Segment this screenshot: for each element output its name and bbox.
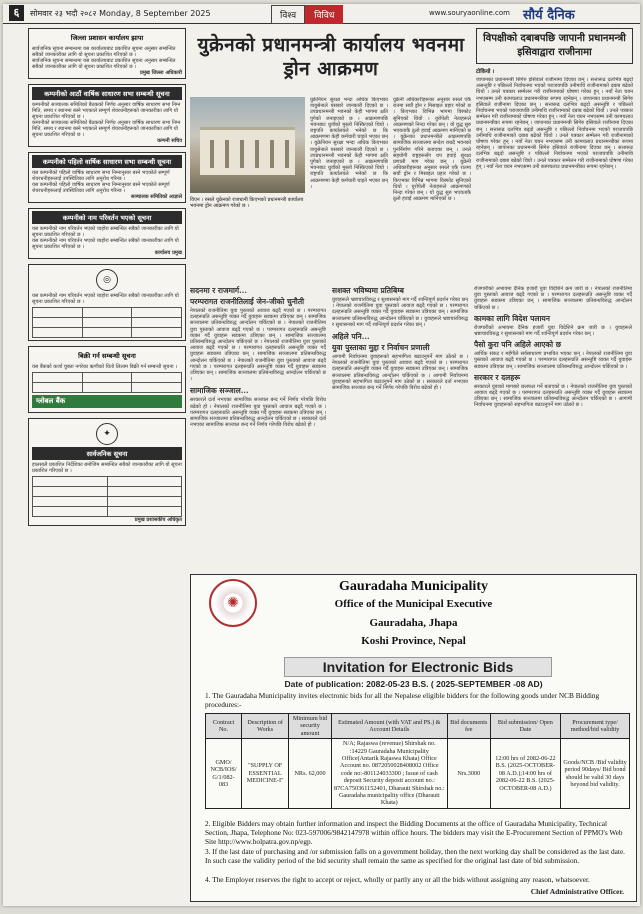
column-header: Procurement type/ method/bid validity bbox=[561, 714, 630, 739]
story-subhead: परम्परागत राजनीतिलाई जेन-जीको चुनौती bbox=[190, 297, 305, 306]
photo-caption: विएन । रुसले युक्रेनको राजधानी किएभको प्रधानमन्त्री कार्यालय भवनमा ड्रोन आक्रमण गरेको छ । bbox=[190, 197, 304, 209]
notice-text: कम्पनीको सञ्चालक समितिको बैठकको निर्णय अनुसार वार्षिक साधारण सभा निम्न मिति, समय र स्थानमा बस्ने भएकाले सम्पूर्ण शेयरधनीहरूको जानकारीका लागि यो सूचना प्रकाशित गरिएको छ । bbox=[32, 102, 181, 120]
building-shape bbox=[200, 127, 295, 175]
bank-logo-icon: ◎ bbox=[96, 269, 118, 291]
notice-signature: Chief Administrative Officer. bbox=[530, 887, 624, 896]
notice-text: यस कम्पनीको पहिलो वार्षिक साधारण सभा निम्नानुसार बस्ने भएकोले सम्पूर्ण शेयरधनीहरूलाई उपस्थितिका लागि अनुरोध गरिन्छ । bbox=[32, 182, 170, 194]
lower-story-column: रोजगारीको अभावमा दैनिक हजारौं युवा विदेशिने क्रम जारी छ । नेपालको राजनीतिमा युवा पुस्ताको आवाज बढ्दै गएको छ । परम्परागत दलहरूप्रति असन्तुष्टि व्यक्त गर्दै युवाहरू सडकमा उत्रिएका छन् । सामाजिक सञ्जालमा प्रतिबन्धविरुद्ध आन्दोलन चर्किएको छ । कामका लागि विदेश पलायन रोजगारीको अभावमा दैनिक हजारौं युवा विदेशिने क्रम जारी छ । युवाहरूले भ्रष्टाचारविरुद्ध र सुशासनको माग गर्दै शान्तिपूर्ण प्रदर्शन गरेका छन् । पैसो कुरा पनि अहिले आएको छ आर्थिक संकट र महँगीले सर्वसाधारण प्रभावित भएका छन् । नेपालको राजनीतिमा युवा पुस्ताको आवाज बढ्दै गएको छ । परम्परागत दलहरूप्रति असन्तुष्टि व्यक्त गर्दै युवाहरू सडकमा उत्रिएका छन् । सामाजिक सञ्जालमा प्रतिबन्धविरुद्ध आन्दोलन चर्किएको छ । सरकार र दलहरू सरकारले युवाको मागबारे छलफल गर्ने बताएको छ । नेपालको राजनीतिमा युवा पुस्ताको आवाज बढ्दै गएको छ । परम्परागत दलहरूप्रति असन्तुष्टि व्यक्त गर्दै युवाहरू सडकमा उत्रिएका छन् । सामाजिक सञ्जालमा प्रतिबन्धविरुद्ध आन्दोलन चर्किएको छ । आगामी निर्वाचनमा युवाहरूको सहभागिता बढाउनुपर्ने माग उठेको छ । bbox=[474, 286, 632, 409]
notice-text: यस कम्पनीको नाम परिवर्तन भएको व्यहोरा सम्बन्धित सबैको जानकारीका लागि यो सूचना प्रकाशित गरिएको छ । bbox=[32, 226, 179, 238]
bank-banner: ग्लोबल बैंक bbox=[32, 395, 182, 408]
notice-text: हालसालै प्रकाशित निर्देशिका बमोजिम सम्बन्धित सबैको जानकारीका लागि यो सूचना प्रकाशित गरिएको छ । bbox=[32, 462, 182, 474]
lower-story-column: सदनमा र राजमार्ग... परम्परागत राजनीतिलाई जेन-जीको चुनौती नेपालको राजनीतिमा युवा पुस्ताको आवाज बढ्दै गएको छ । परम्परागत दलहरूप्रति असन्तुष्टि व्यक्त गर्दै युवाहरू सडकमा उत्रिएका छन् । सामाजिक सञ्जालमा प्रतिबन्धविरुद्ध आन्दोलन चर्किएको छ । नेपालको राजनीतिमा युवा पुस्ताको आवाज बढ्दै गएको छ । परम्परागत दलहरूप्रति असन्तुष्टि व्यक्त गर्दै युवाहरू सडकमा उत्रिएका छन् । सामाजिक सञ्जालमा प्रतिबन्धविरुद्ध आन्दोलन चर्किएको छ । नेपालको राजनीतिमा युवा पुस्ताको आवाज बढ्दै गएको छ । परम्परागत दलहरूप्रति असन्तुष्टि व्यक्त गर्दै युवाहरू सडकमा उत्रिएका छन् । सामाजिक सञ्जालमा प्रतिबन्धविरुद्ध आन्दोलन चर्किएको छ । नेपालको राजनीतिमा युवा पुस्ताको आवाज बढ्दै गएको छ । परम्परागत दलहरूप्रति असन्तुष्टि व्यक्त गर्दै युवाहरू सडकमा उत्रिएका छन् । सामाजिक सञ्जालमा प्रतिबन्धविरुद्ध आन्दोलन चर्किएको छ । सामाजिक सञ्जाल... सरकारले दर्ता नभएका सामाजिक सञ्जाल बन्द गर्ने निर्णय गरेपछि विरोध बढेको हो । नेपालको राजनीतिमा युवा पुस्ताको आवाज बढ्दै गएको छ । परम्परागत दलहरूप्रति असन्तुष्टि व्यक्त गर्दै युवाहरू सडकमा उत्रिएका छन् । सामाजिक सञ्जालमा प्रतिबन्धविरुद्ध आन्दोलन चर्किएको छ । सरकारले दर्ता नभएका सामाजिक सञ्जाल बन्द गर्ने निर्णय गरेपछि विरोध बढेको हो । bbox=[190, 286, 326, 429]
notice-location: Gauradaha, Jhapa bbox=[369, 617, 458, 629]
notice-item-1: 1. The Gauradaha Municipality invites electronic bids for all the Nepalese eligible bidders for the following goods under NCB Bidding procedures:- bbox=[205, 691, 600, 709]
story-kicker: सदनमा र राजमार्ग... bbox=[190, 286, 247, 295]
side-story-text: जापानका प्रधानमन्त्री सिगेरु इसिवाले राजीनामा दिएका छन् । सत्तारूढ दलभित्र बढ्दो असन्तुष्टि र पछिल्लो निर्वाचनमा भएको पराजयपछि उनीमाथि राजीनामाको दबाब बढेको थियो । उनले पत्रकार सम्मेलन गरी राजीनामाको घोषणा गरेका हुन् । नयाँ नेता चयन नभएसम्म उनी कामचलाउ प्रधानमन्त्रीका रूपमा रहनेछन् । जापानका प्रधानमन्त्री सिगेरु इसिवाले राजीनामा दिएका छन् । सत्तारूढ दलभित्र बढ्दो असन्तुष्टि र पछिल्लो निर्वाचनमा भएको पराजयपछि उनीमाथि राजीनामाको दबाब बढेको थियो । उनले पत्रकार सम्मेलन गरी राजीनामाको घोषणा गरेका हुन् । नयाँ नेता चयन नभएसम्म उनी कामचलाउ प्रधानमन्त्रीका रूपमा रहनेछन् । जापानका प्रधानमन्त्री सिगेरु इसिवाले राजीनामा दिएका छन् । सत्तारूढ दलभित्र बढ्दो असन्तुष्टि र पछिल्लो निर्वाचनमा भएको पराजयपछि उनीमाथि राजीनामाको दबाब बढेको थियो । उनले पत्रकार सम्मेलन गरी राजीनामाको घोषणा गरेका हुन् । नयाँ नेता चयन नभएसम्म उनी कामचलाउ प्रधानमन्त्रीका रूपमा रहनेछन् । जापानका प्रधानमन्त्री सिगेरु इसिवाले राजीनामा दिएका छन् । सत्तारूढ दलभित्र बढ्दो असन्तुष्टि र पछिल्लो निर्वाचनमा भएको पराजयपछि उनीमाथि राजीनामाको दबाब बढेको थियो । उनले पत्रकार सम्मेलन गरी राजीनामाको घोषणा गरेका हुन् । नयाँ नेता चयन नभएसम्म उनी कामचलाउ प्रधानमन्त्रीका रूपमा रहनेछन् । bbox=[476, 77, 633, 170]
notice-title: बिक्री गर्न सम्बन्धी सूचना bbox=[78, 352, 136, 360]
story-subhead: सामाजिक सञ्जाल... bbox=[190, 386, 249, 396]
notice-text: कम्पनीको सञ्चालक समितिको बैठकको निर्णय अनुसार वार्षिक साधारण सभा निम्न मिति, समय र स्थानमा बस्ने भएकाले सम्पूर्ण शेयरधनीहरूको जानकारीका लागि यो सूचना प्रकाशित गरिएको छ । bbox=[32, 120, 181, 138]
notice-box bbox=[28, 84, 186, 147]
tab-miscellaneous[interactable]: विविध bbox=[305, 5, 343, 24]
notice-signature: सञ्चालक समितिको आज्ञाले bbox=[131, 194, 182, 200]
notice-province: Koshi Province, Nepal bbox=[361, 635, 466, 647]
notice-box bbox=[28, 152, 186, 203]
story-column: युक्रेनी अधिकारीहरूका अनुसार रुसले एकै रातमा सयौं ड्रोन र मिसाइल प्रहार गरेको छ । किएभका विभिन्न भागमा विस्फोट सुनिएको थियो । युरोपेली नेताहरूले आक्रमणको निन्दा गरेका छन् । यो युद्ध सुरु भएयताकै ठूलो हवाई आक्रमण मानिएको छ । युक्रेनका प्रधानमन्त्रीले आक्रमणपछि सामाजिक सञ्जालमा सन्देश राख्दै भवनको पुनर्निर्माण गरिने बताएका छन् । उनले सहयोगी राष्ट्रहरूसँग थप हवाई सुरक्षा प्रणाली माग गरेका छन् । युक्रेनी अधिकारीहरूका अनुसार रुसले एकै रातमा सयौं ड्रोन र मिसाइल प्रहार गरेको छ । किएभका विभिन्न भागमा विस्फोट सुनिएको थियो । युरोपेली नेताहरूले आक्रमणको निन्दा गरेका छन् । यो युद्ध सुरु भएयताकै ठूलो हवाई आक्रमण मानिएको छ । bbox=[393, 97, 471, 203]
side-headline: विपक्षीको दबाबपछि जापानी प्रधानमन्त्री इसिवाद्वारा राजीनामा bbox=[476, 28, 633, 64]
story-subhead: पैसो कुरा पनि अहिले आएको छ bbox=[474, 340, 561, 350]
notice-title: कम्पनीको नाम परिवर्तन भएको सूचना bbox=[32, 211, 182, 224]
government-emblem-icon: ✦ bbox=[96, 423, 118, 445]
story-column: युक्रेनियन सुरक्षा भन्दा अधिक किएभका वायुसेनाले यसबारे जानकारी दिएको छ । उपप्रधानमन्त्री भवनको केही भागमा क्षति पुगेको जनाइएको छ । आक्रमणपछि भवनबाट धुवाँको मुस्लो निस्किएको थियो । राष्ट्रपति कार्यालयले भनेको छ कि आक्रमणमा केही कर्मचारी घाइते भएका छन् । युक्रेनियन सुरक्षा भन्दा अधिक किएभका वायुसेनाले यसबारे जानकारी दिएको छ । उपप्रधानमन्त्री भवनको केही भागमा क्षति पुगेको जनाइएको छ । आक्रमणपछि भवनबाट धुवाँको मुस्लो निस्किएको थियो । राष्ट्रपति कार्यालयले भनेको छ कि आक्रमणमा केही कर्मचारी घाइते भएका छन् । bbox=[310, 97, 388, 190]
newspaper-page bbox=[3, 4, 640, 906]
notice-title: कम्पनीको पहिलो वार्षिक साधारण सभा सम्बन्धी सूचना bbox=[32, 155, 182, 168]
header-date: सोमवार २३ भदौ २०८२ Monday, 8 September 2025 bbox=[30, 9, 211, 18]
notice-box bbox=[28, 208, 186, 259]
section-tabs bbox=[271, 5, 343, 24]
bid-notice bbox=[190, 574, 637, 902]
notice-text: यस कम्पनीको नाम परिवर्तन भएको व्यहोरा सम्बन्धित सबैको जानकारीका लागि यो सूचना प्रकाशित गरिएको छ । bbox=[32, 238, 179, 250]
notice-box bbox=[28, 418, 186, 526]
column-header: Bid documents fee bbox=[447, 714, 490, 739]
notice-item-3: 3. If the last date of purchasing and /or submission falls on a government holiday, then the next working day shall be considered as the last date. In such case the validity period of the bid security shall remain the same as specified for the original last date of bid submission. bbox=[205, 847, 626, 865]
notice-signature: कार्यालय प्रमुख bbox=[154, 250, 182, 256]
bid-table bbox=[205, 713, 630, 809]
table-cell: N/A; Rajaswa (revenue) Shirshak no. :14229 Gauradaha Municipality Office(Antarik Rajaswa Khata) Office Account no. 0872050028408002 Office code no:-801124033300 ; Issue of cash deposit Security deposit account no.: 87CA750361152401, Dharauti Shirshak no.: Gauradaha municipality office (Dharauti Khata) bbox=[331, 739, 447, 809]
notice-text: यस बैंकको कर्जा चुक्ता नगरेका ऋणीको धितो लिलाम बिक्री गर्न सम्बन्धी सूचना । bbox=[32, 364, 177, 370]
table-cell: GMO/ NCB/IOS/ G/1/082-083 bbox=[206, 739, 242, 809]
notice-box bbox=[28, 264, 186, 341]
table-cell: Nrs.3000 bbox=[447, 739, 490, 809]
lower-story-column: सशक्त भविष्यमा प्रतिबिम्ब युवाहरूले भ्रष्टाचारविरुद्ध र सुशासनको माग गर्दै शान्तिपूर्ण प्रदर्शन गरेका छन् । नेपालको राजनीतिमा युवा पुस्ताको आवाज बढ्दै गएको छ । परम्परागत दलहरूप्रति असन्तुष्टि व्यक्त गर्दै युवाहरू सडकमा उत्रिएका छन् । सामाजिक सञ्जालमा प्रतिबन्धविरुद्ध आन्दोलन चर्किएको छ । युवाहरूले भ्रष्टाचारविरुद्ध र सुशासनको माग गर्दै शान्तिपूर्ण प्रदर्शन गरेका छन् । अहिले पनि... युवा पुस्ताका मुद्दा र निर्वाचन प्रणाली आगामी निर्वाचनमा युवाहरूको सहभागिता बढाउनुपर्ने माग उठेको छ । नेपालको राजनीतिमा युवा पुस्ताको आवाज बढ्दै गएको छ । परम्परागत दलहरूप्रति असन्तुष्टि व्यक्त गर्दै युवाहरू सडकमा उत्रिएका छन् । सामाजिक सञ्जालमा प्रतिबन्धविरुद्ध आन्दोलन चर्किएको छ । आगामी निर्वाचनमा युवाहरूको सहभागिता बढाउनुपर्ने माग उठेको छ । सरकारले दर्ता नभएका सामाजिक सञ्जाल बन्द गर्ने निर्णय गरेपछि विरोध बढेको हो । bbox=[332, 286, 468, 392]
notice-table bbox=[32, 307, 182, 338]
table-cell: NRs. 62,000 bbox=[289, 739, 332, 809]
table-cell: "SUPPLY OF ESSENTIAL MEDICINE-I" bbox=[242, 739, 289, 809]
notice-office: Office of the Municipal Executive bbox=[334, 598, 493, 610]
notice-title: Invitation for Electronic Bids bbox=[284, 657, 552, 677]
tab-world[interactable]: विश्व bbox=[271, 5, 305, 24]
story-kicker: अहिले पनि... bbox=[332, 332, 370, 342]
side-byline: टोकियो । bbox=[476, 69, 495, 75]
website-url[interactable]: www.souryaonline.com bbox=[429, 9, 510, 17]
notice-box bbox=[28, 28, 186, 79]
column-header: Bid submission/ Open Date bbox=[490, 714, 560, 739]
notice-item-2: 2. Eligible Bidders may obtain further information and inspect the Bidding Documents at the office of Gauradaha Municipality, Technical Section, Jhapa, Telephone No: 023-597006/9842147978 within office hours. The bidders may visit the E-Procurement Section of PPMO's Web Site http://www.bolpatra.gov.np/egp. bbox=[205, 819, 623, 846]
column-header: Description of Works bbox=[242, 714, 289, 739]
notice-text: सार्वजनिक सूचना सम्बन्धमा यस कार्यालयबाट प्रकाशित सूचना अनुसार सम्बन्धित सबैको जानकारीका लागि यो सूचना प्रकाशित गरिएको छ । bbox=[32, 58, 176, 70]
table-row bbox=[206, 739, 630, 809]
bid-table-header bbox=[206, 714, 630, 739]
story-subhead: सरकार र दलहरू bbox=[474, 372, 521, 382]
column-header: Minimum bid security amount bbox=[289, 714, 332, 739]
table-cell: Goods/NCB /Bid validity period 90days/ Bid bond should be valid 30 days beyond bid validity. bbox=[561, 739, 630, 809]
building-photo bbox=[190, 97, 305, 193]
notice-title: जिल्ला प्रशासन कार्यालय झापा bbox=[70, 34, 144, 42]
side-story bbox=[476, 28, 633, 276]
notice-table bbox=[32, 476, 182, 517]
page-number: ६ bbox=[9, 5, 24, 21]
notice-title: कम्पनीको आठौं वार्षिक साधारण सभा सम्बन्धी सूचना bbox=[32, 87, 182, 100]
column-header: Estimated Amount (with VAT and PS.) & Account Details bbox=[331, 714, 447, 739]
notice-item-4: 4. The Employer reserves the right to accept or reject, wholly or partly any or all the bids without assigning any reason, whatsoever. bbox=[205, 875, 590, 884]
notice-box bbox=[28, 346, 186, 413]
story-subhead: युवा पुस्ताका मुद्दा र निर्वाचन प्रणाली bbox=[332, 343, 430, 353]
story-subhead: कामका लागि विदेश पलायन bbox=[474, 313, 550, 323]
story-subhead: सशक्त भविष्यमा प्रतिबिम्ब bbox=[332, 286, 404, 295]
notice-title: सार्वजनिक सूचना bbox=[32, 447, 182, 460]
table-cell: 12:00 hrs of 2082-06-22 B.S. (2025-OCTOBER-08 A.D.);14:00 hrs of 2082-06-22 B.S. (2025- OCTOBER-08 A.D.) bbox=[490, 739, 560, 809]
notice-table bbox=[32, 372, 182, 393]
notice-signature: प्रमुख जिल्ला अधिकारी bbox=[139, 70, 182, 76]
publication-date: Date of publication: 2082-05-23 B.S. ( 2025-SEPTEMBER -08 AD) bbox=[284, 679, 543, 689]
column-header: Contract No. bbox=[206, 714, 242, 739]
left-notices-column bbox=[28, 28, 186, 900]
notice-text: यस कम्पनीको पहिलो वार्षिक साधारण सभा निम्नानुसार बस्ने भएकोले सम्पूर्ण शेयरधनीहरूलाई उपस्थितिका लागि अनुरोध गरिन्छ । bbox=[32, 170, 170, 182]
main-story bbox=[190, 33, 472, 281]
nepal-emblem-icon: ✺ bbox=[209, 579, 257, 627]
notice-signature: कम्पनी सचिव bbox=[157, 138, 182, 144]
notice-text: सार्वजनिक सूचना सम्बन्धमा यस कार्यालयबाट प्रकाशित सूचना अनुसार सम्बन्धित सबैको जानकारीका लागि यो सूचना प्रकाशित गरिएको छ । bbox=[32, 46, 176, 58]
main-headline: युक्रेनको प्रधानमन्त्री कार्यालय भवनमा ड्रोन आक्रमण bbox=[197, 34, 465, 80]
newspaper-brand: सौर्य दैनिक bbox=[523, 8, 575, 23]
notice-signature: प्रमुख प्रशासकीय अधिकृत bbox=[134, 517, 182, 523]
page-header bbox=[3, 4, 640, 24]
notice-text: यस कम्पनीको नाम परिवर्तन भएको व्यहोरा सम्बन्धित सबैको जानकारीका लागि यो सूचना प्रकाशित गरिएको छ । bbox=[32, 293, 179, 305]
notice-org: Gauradaha Municipality bbox=[339, 579, 488, 594]
